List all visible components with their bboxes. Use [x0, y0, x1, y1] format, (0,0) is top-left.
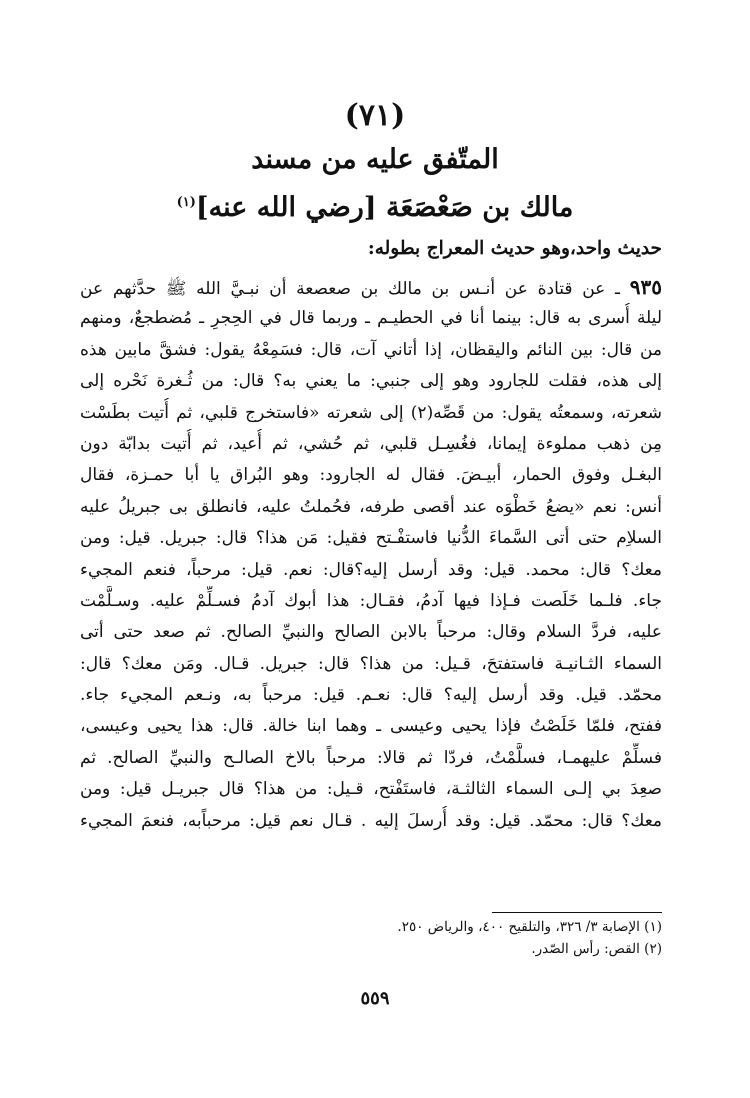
- hadith-number: ٩٣٥: [629, 275, 662, 299]
- hadith-line: إلى هذه، فقلت للجارود وهو إلى جنبي: ما يعني به؟ قال: من ثُـغرة نَحْره إلى: [80, 371, 662, 392]
- hadith-text: [80, 272, 662, 837]
- hadith-line: من قال: بين النائم واليقظان، إذا أتاني آت، قال: فسَمِعْهُ يقول: فشقَّ مابين هذه: [80, 339, 662, 360]
- hadith-line: السلاِم حتى أتى السَّماءَ الدُّنيا فاستفْـتح فقيل: مَن هذا؟ قال: جبريل. قيل: ومن: [80, 528, 662, 549]
- hadith-line: صعِدَ بي إلـى السماء الثالثـة، فاستَفْتح، قـيل: من هذا؟ قال جبريـل قيل: ومن: [80, 779, 662, 800]
- hadith-line-1-text: ـ عن قتادة عن أنـس بن مالك بن صعصعة أن نبـيَّ الله ﷺ حدَّثهم عن: [80, 279, 621, 299]
- hadith-line: أنس: نعم «يضعُ خَطْوَه عند أقصى طرفه، فحُملتُ عليه، فانطلق بى جبريلُ عليه: [80, 496, 662, 517]
- footnote-ref-1: (١): [176, 195, 196, 210]
- hadith-line: مِن ذهب مملوءة إيمانا، فغُسِـل قلبي، ثم حُشي، ثم أُعيد، ثم أُتيت بدابّة دون: [80, 433, 662, 454]
- hadith-line: فسلِّمْ عليهمـا، فسلَّمْتُ، فردّا ثم قالا: مرحباً بالاخ الصالـح والنبيِّ الصالح. ثم: [80, 747, 662, 768]
- footnote-divider: [492, 912, 662, 913]
- companion-name: مالك بن صَعْصَعَة [رضي الله عنه]: [195, 192, 574, 223]
- hadith-line: عليه، فردَّ السلام وقال: مرحباً بالابن الصالح والنبيِّ الصالح. ثم صعد حتى أتى: [80, 622, 662, 643]
- page-number: ٥٥٩: [360, 988, 390, 1009]
- footnote-1: (١) الإصابة ٣/ ٣٢٦، والتلقيح ٤٠٠، والرياض ٢٥٠.: [397, 919, 662, 935]
- hadith-line: ففتح، فلمّا خَلَصْتُ فإذا يحيى وعيسى ـ وهما ابنا خالة. قال: هذا يحيى وعيسى،: [80, 716, 662, 737]
- hadith-line: شعرته، وسمعتُه يقول: من قَصِّه(٢) إلى شعرته «فاستخرج قلبي، ثم أُتيت بطَسْت: [80, 402, 662, 423]
- hadith-line: معك؟ قال: محمّد. قيل: وقد أُرسلَ إليه . قـال نعم قيل: مرحباًبه، فنعمَ المجيء: [80, 810, 662, 831]
- hadith-line: جاء. فلـما خَلَصت فـإذا فيها آدمُ، فقـال: هذا أبوك آدمُ فسـلِّمْ عليه. وسـلَّمْت: [80, 590, 662, 611]
- chapter-number: (٧١): [344, 98, 406, 133]
- intro-line: حديث واحد،وهو حديث المعراج بطوله:: [367, 238, 662, 259]
- footnote-2: (٢) القص: رأس الصّدر.: [531, 941, 662, 957]
- hadith-line: محمّد. قيل. وقد أرسل إليه؟ قال: نعـم. قيل: مرحباً به، ونـعم المجيء جاء.: [80, 685, 662, 706]
- hadith-line: السماء الثـانيـة فاستفتحَ، قـيل: من هذا؟ قال: جبريل. قـال. ومَن معك؟ قال:: [80, 653, 662, 674]
- section-heading-line-1: المتّفق عليه من مسند: [251, 144, 499, 175]
- footnotes: [80, 916, 662, 960]
- hadith-line: معك؟ قال: محمد. قيل: وقد أرسل إليه؟قال: نعم. قيل: مرحباً، فنعم المجيء: [80, 559, 662, 580]
- hadith-line-1: [80, 272, 662, 303]
- hadith-line: ليلة أُسرى به قال: بينما أنا في الحطيـم ـ وربما قال في الحِجرِ ـ مُضطجعٌ، ومنهم: [80, 308, 662, 329]
- section-heading-line-2: [0, 183, 750, 228]
- hadith-line: البغـل وفوق الحمار، أبيـضَ. فقال له الجارود: وهو البُراق يا أبا حمـزة، فقال: [80, 465, 662, 486]
